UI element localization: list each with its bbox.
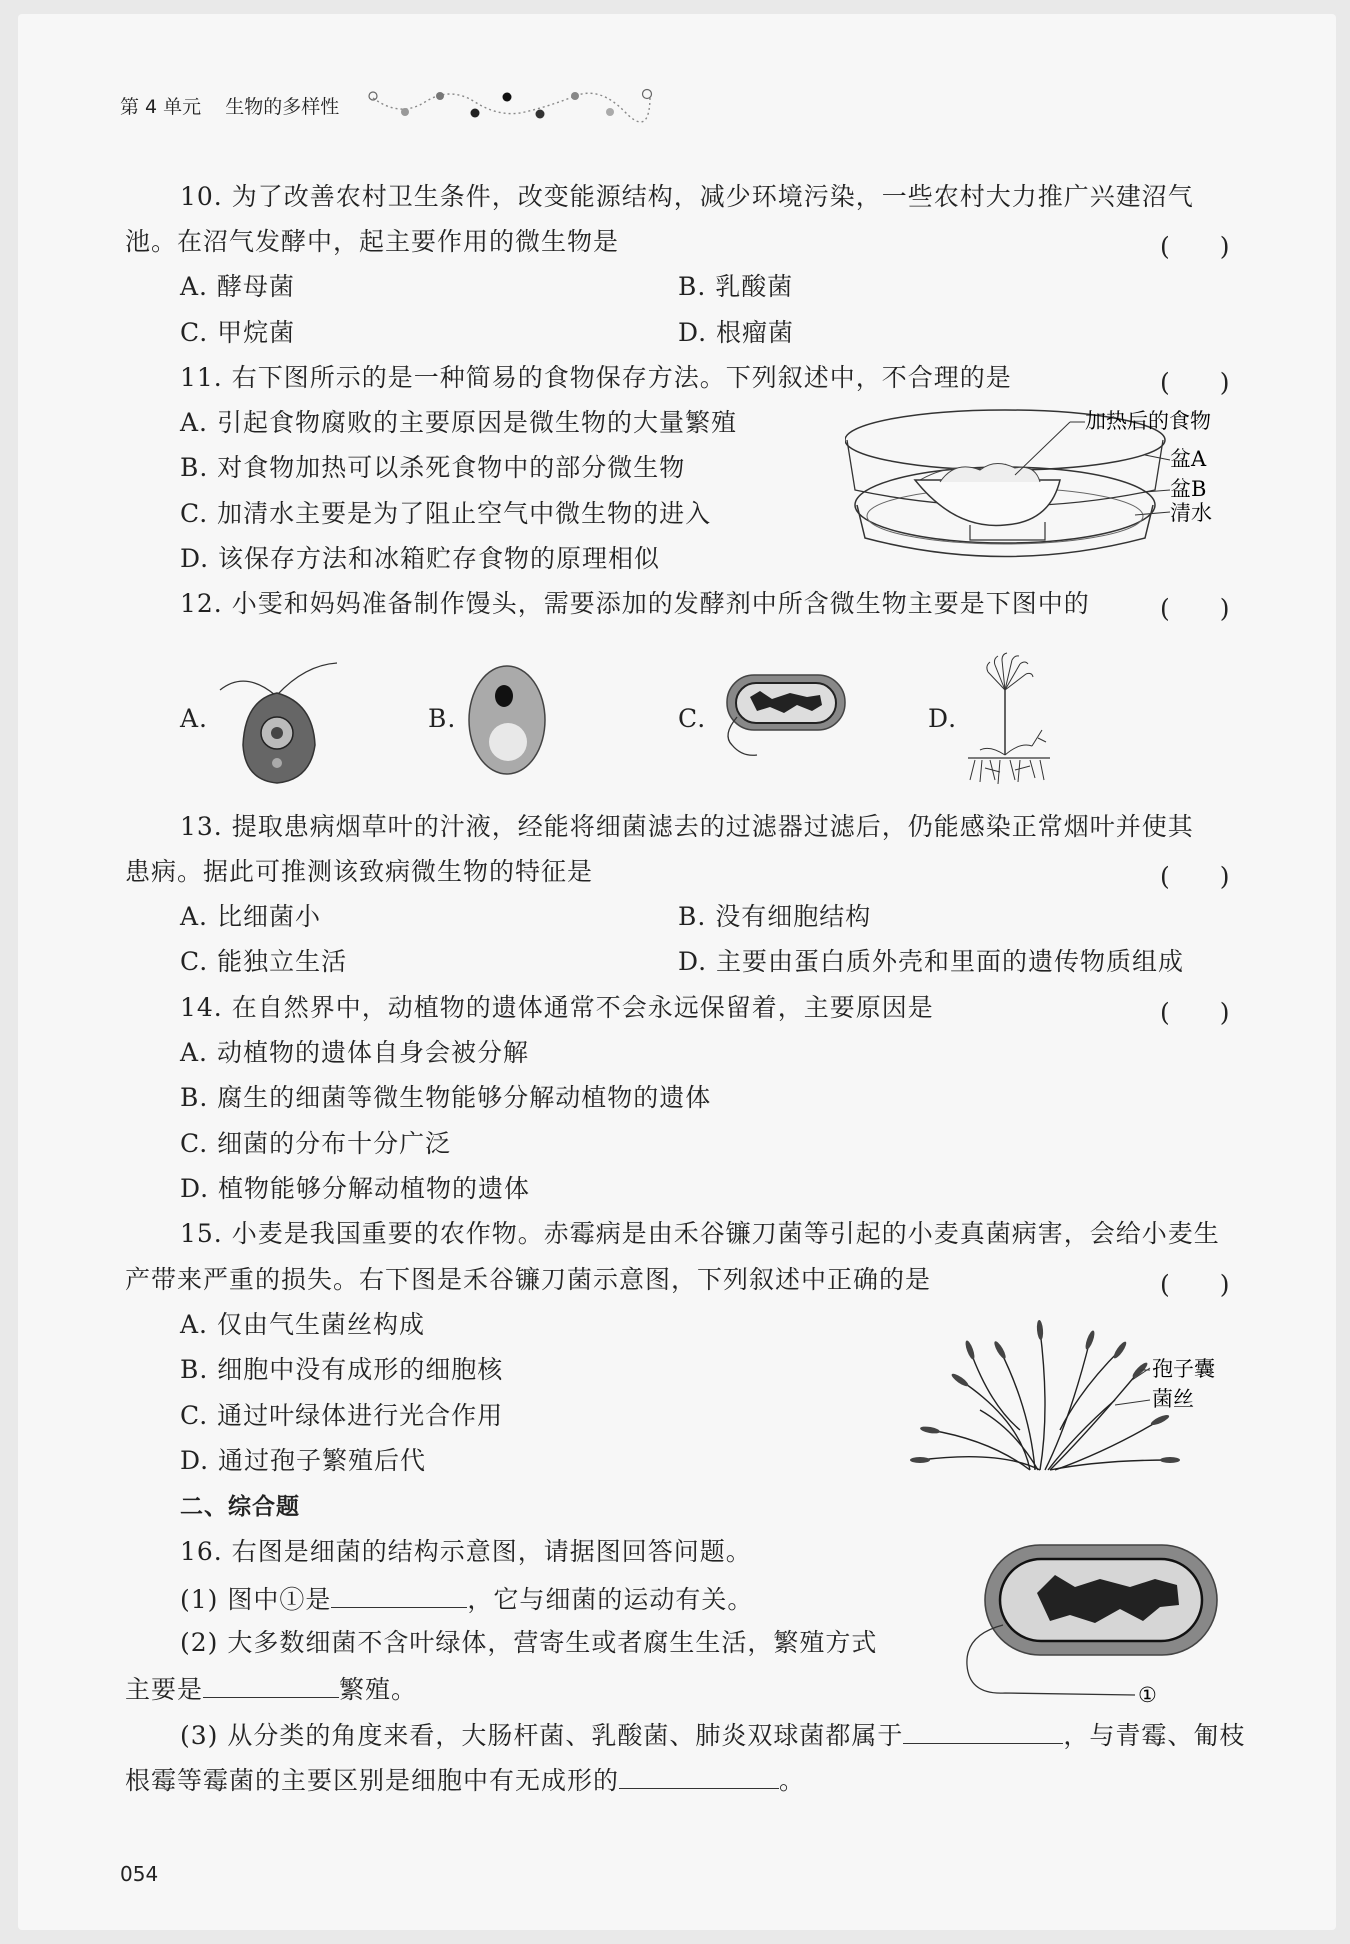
q15-option-a: A. 仅由气生菌丝构成 <box>180 1310 425 1339</box>
bacterium-structure-figure <box>955 1535 1235 1705</box>
q12-option-b: B. <box>428 704 457 733</box>
q13-stem-line2: 患病。据此可推测该致病微生物的特征是 <box>125 857 594 886</box>
fusarium-figure <box>900 1310 1230 1480</box>
q16-part3-mid: ，与青霉、匍枝 <box>1063 1721 1246 1750</box>
q16-part3-blank1[interactable] <box>903 1717 1063 1744</box>
yeast-image <box>462 660 552 780</box>
q14-answer-blank: ( ) <box>1160 998 1230 1027</box>
q16-part1-suffix: ，它与细菌的运动有关。 <box>467 1585 754 1614</box>
label-hypha: 菌丝 <box>1152 1387 1194 1411</box>
q10-option-b: B. 乳酸菌 <box>678 272 794 301</box>
label-sporangium: 孢子囊 <box>1152 1357 1215 1381</box>
q10-option-a: A. 酵母菌 <box>180 272 295 301</box>
q11-answer-blank: ( ) <box>1160 368 1230 397</box>
q15-stem-line2: 产带来严重的损失。右下图是禾谷镰刀菌示意图，下列叙述中正确的是 <box>125 1265 932 1294</box>
q13-option-c: C. 能独立生活 <box>180 947 348 976</box>
unit-number: 第 4 单元 <box>120 96 202 118</box>
q13-option-d: D. 主要由蛋白质外壳和里面的遗传物质组成 <box>678 947 1185 976</box>
q10-stem-line1: 10. 为了改善农村卫生条件，改变能源结构，减少环境污染，一些农村大力推广兴建沼气 <box>180 182 1194 211</box>
q16-part2-blank[interactable] <box>203 1671 339 1698</box>
unit-header <box>120 92 339 119</box>
q16-part2-suffix: 繁殖。 <box>339 1675 418 1704</box>
penicillium-image <box>960 650 1060 790</box>
label-heated-food: 加热后的食物 <box>1085 409 1211 433</box>
q15-answer-blank: ( ) <box>1160 1270 1230 1299</box>
q10-answer-blank: ( ) <box>1160 232 1230 261</box>
q15-option-b: B. 细胞中没有成形的细胞核 <box>180 1355 504 1384</box>
q13-option-a: A. 比细菌小 <box>180 902 321 931</box>
q14-option-d: D. 植物能够分解动植物的遗体 <box>180 1174 531 1203</box>
bacterium-image <box>712 665 852 765</box>
q16-part1 <box>180 1581 753 1617</box>
q11-stem: 11. 右下图所示的是一种简易的食物保存方法。下列叙述中，不合理的是 <box>180 363 1012 392</box>
q16-part3-text: 根霉等霉菌的主要区别是细胞中有无成形的 <box>125 1766 620 1795</box>
q16-part3-end: 。 <box>779 1766 806 1795</box>
q16-part2-prefix: 主要是 <box>125 1675 204 1704</box>
q11-option-d: D. 该保存方法和冰箱贮存食物的原理相似 <box>180 544 661 573</box>
q12-stem: 12. 小雯和妈妈准备制作馒头，需要添加的发酵剂中所含微生物主要是下图中的 <box>180 589 1090 618</box>
food-preservation-figure <box>845 400 1245 570</box>
q16-part3-line2 <box>125 1762 805 1798</box>
q13-answer-blank: ( ) <box>1160 862 1230 891</box>
label-flagellum-marker: ① <box>1138 1683 1157 1705</box>
q16-stem: 16. 右图是细菌的结构示意图，请据图回答问题。 <box>180 1537 752 1566</box>
q10-stem-line2: 池。在沼气发酵中，起主要作用的微生物是 <box>125 227 620 256</box>
q16-part3-blank2[interactable] <box>619 1762 779 1789</box>
q12-option-c: C. <box>678 704 707 733</box>
q10-option-c: C. 甲烷菌 <box>180 318 296 347</box>
label-basin-b: 盆B <box>1170 477 1207 501</box>
q14-option-c: C. 细菌的分布十分广泛 <box>180 1129 452 1158</box>
section-title: 二、综合题 <box>180 1494 300 1520</box>
q12-option-a: A. <box>180 704 209 733</box>
q14-option-a: A. 动植物的遗体自身会被分解 <box>180 1038 529 1067</box>
page-number: 054 <box>120 1862 159 1886</box>
q15-option-c: C. 通过叶绿体进行光合作用 <box>180 1401 504 1430</box>
q11-option-b: B. 对食物加热可以杀死食物中的部分微生物 <box>180 453 686 482</box>
q12-option-d: D. <box>928 704 958 733</box>
q16-part1-blank[interactable] <box>331 1581 467 1608</box>
q13-option-b: B. 没有细胞结构 <box>678 902 872 931</box>
q16-part3-line1 <box>180 1717 1245 1753</box>
q16-part2-line1: (2) 大多数细菌不含叶绿体，营寄生或者腐生生活，繁殖方式 <box>180 1628 878 1657</box>
q15-stem-line1: 15. 小麦是我国重要的农作物。赤霉病是由禾谷镰刀菌等引起的小麦真菌病害，会给小麦生 <box>180 1219 1220 1248</box>
q16-part3-prefix: (3) 从分类的角度来看，大肠杆菌、乳酸菌、肺炎双球菌都属于 <box>180 1721 904 1750</box>
q14-option-b: B. 腐生的细菌等微生物能够分解动植物的遗体 <box>180 1083 712 1112</box>
unit-title: 生物的多样性 <box>225 96 340 118</box>
q15-option-d: D. 通过孢子繁殖后代 <box>180 1446 427 1475</box>
q11-option-a: A. 引起食物腐败的主要原因是微生物的大量繁殖 <box>180 408 737 437</box>
chlamydomonas-image <box>215 655 345 790</box>
header-decoration <box>365 84 665 124</box>
label-water: 清水 <box>1170 501 1212 525</box>
q11-option-c: C. 加清水主要是为了阻止空气中微生物的进入 <box>180 499 712 528</box>
q10-option-d: D. 根瘤菌 <box>678 318 795 347</box>
q13-stem-line1: 13. 提取患病烟草叶的汁液，经能将细菌滤去的过滤器过滤后，仍能感染正常烟叶并使其 <box>180 812 1194 841</box>
q14-stem: 14. 在自然界中，动植物的遗体通常不会永远保留着，主要原因是 <box>180 993 934 1022</box>
label-basin-a: 盆A <box>1170 447 1207 471</box>
q16-part1-prefix: (1) 图中①是 <box>180 1585 332 1614</box>
q12-answer-blank: ( ) <box>1160 594 1230 623</box>
q16-part2-line2 <box>125 1671 417 1707</box>
